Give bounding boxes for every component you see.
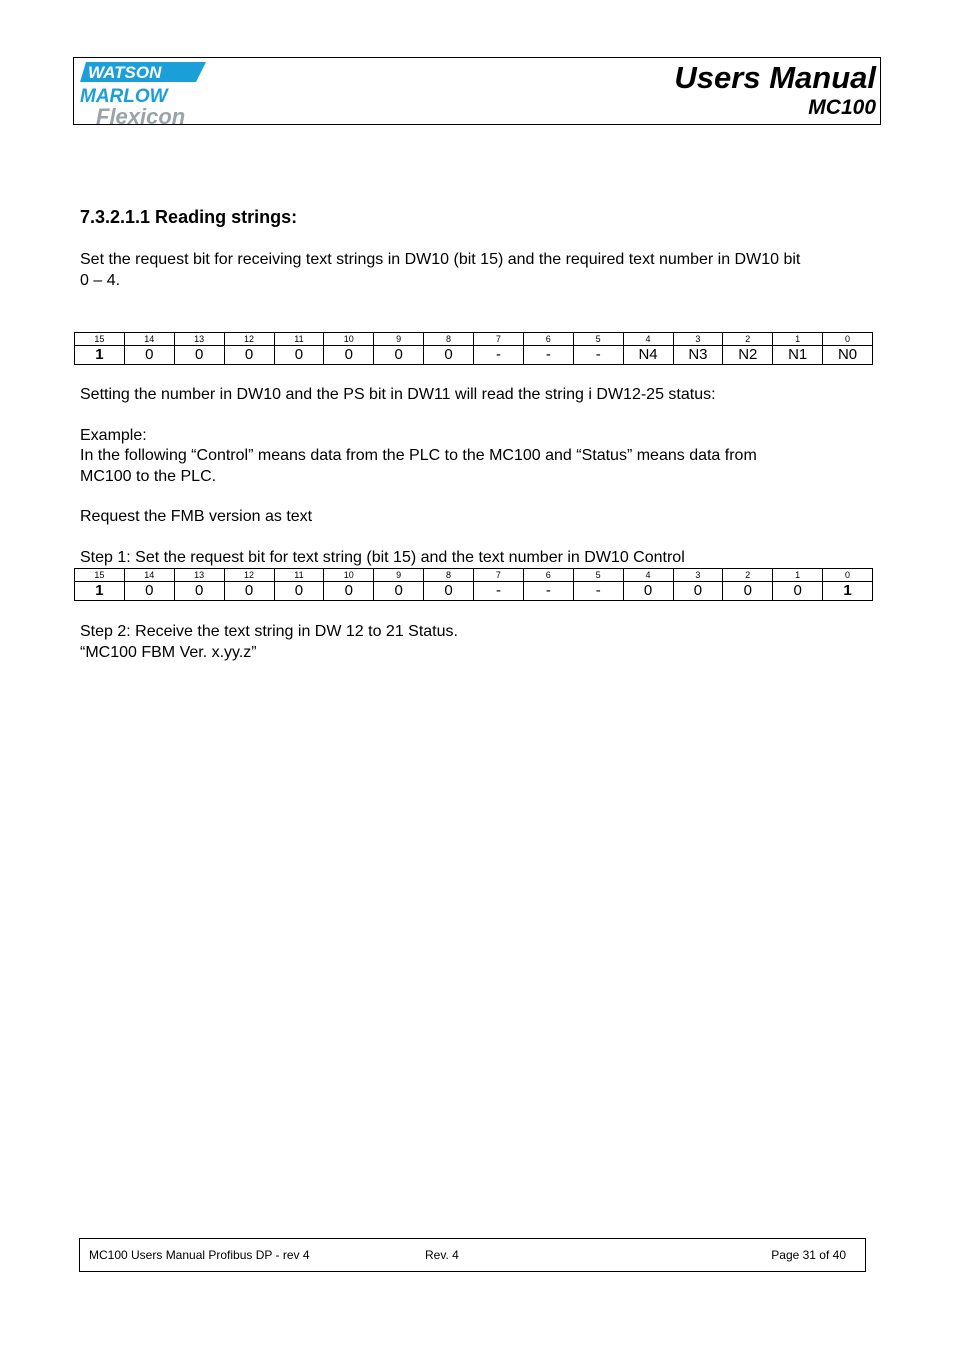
watson-marlow-flexicon-logo	[78, 60, 208, 126]
bit-cell: 14	[124, 569, 174, 582]
value-cell: N4	[623, 346, 673, 365]
value-cell: -	[573, 346, 623, 365]
page-title: Users Manual	[674, 60, 876, 95]
example-line-1: In the following “Control” means data from the PLC to the MC100 and “Status” means data from	[80, 447, 757, 464]
bit-cell: 11	[274, 569, 324, 582]
value-cell: N0	[823, 346, 873, 365]
bit-cell: 2	[723, 333, 773, 346]
bit-table-1	[74, 332, 873, 365]
bit-cell: 10	[324, 569, 374, 582]
page-subtitle: MC100	[808, 96, 876, 119]
bit-cell: 3	[673, 333, 723, 346]
bit-cell: 6	[523, 569, 573, 582]
page-footer	[79, 1238, 866, 1272]
intro-line-1: Set the request bit for receiving text strings in DW10 (bit 15) and the required text number in DW10 bit	[80, 251, 801, 268]
bit-cell: 8	[424, 333, 474, 346]
bit-cell: 7	[474, 333, 524, 346]
bit-cell: 15	[75, 569, 125, 582]
value-cell: 0	[124, 582, 174, 601]
value-cell: -	[523, 582, 573, 601]
value-cell: -	[523, 346, 573, 365]
value-cell: 0	[224, 582, 274, 601]
bit-cell: 13	[174, 333, 224, 346]
section-heading: 7.3.2.1.1 Reading strings:	[80, 207, 298, 227]
page-header	[73, 57, 881, 125]
svg-text:Flexicon: Flexicon	[96, 104, 186, 126]
value-cell: 0	[324, 582, 374, 601]
intro-line-2: 0 – 4.	[80, 272, 121, 289]
bit-cell: 0	[823, 333, 873, 346]
footer-document-name: MC100 Users Manual Profibus DP - rev 4	[89, 1248, 310, 1262]
value-cell: 0	[673, 582, 723, 601]
bit-cell: 5	[573, 569, 623, 582]
value-cell: 0	[374, 582, 424, 601]
bit-cell: 12	[224, 569, 274, 582]
step-2-result: “MC100 FBM Ver. x.yy.z”	[80, 644, 257, 661]
bit-cell: 10	[324, 333, 374, 346]
value-cell: 1	[75, 582, 125, 601]
bit-number-row	[75, 569, 873, 582]
bit-cell: 1	[773, 333, 823, 346]
value-cell: -	[474, 346, 524, 365]
bit-cell: 14	[124, 333, 174, 346]
bit-cell: 7	[474, 569, 524, 582]
bit-cell: 6	[523, 333, 573, 346]
value-cell: N2	[723, 346, 773, 365]
value-cell: 0	[224, 346, 274, 365]
value-cell: N1	[773, 346, 823, 365]
bit-cell: 4	[623, 333, 673, 346]
value-cell: N3	[673, 346, 723, 365]
value-cell: 0	[773, 582, 823, 601]
bit-cell: 8	[424, 569, 474, 582]
value-cell: 0	[174, 582, 224, 601]
value-cell: 0	[324, 346, 374, 365]
value-cell: 0	[424, 582, 474, 601]
value-cell: 0	[374, 346, 424, 365]
bit-cell: 5	[573, 333, 623, 346]
value-cell: 0	[623, 582, 673, 601]
bit-cell: 4	[623, 569, 673, 582]
bit-value-row	[75, 346, 873, 365]
value-cell: 0	[424, 346, 474, 365]
bit-cell: 12	[224, 333, 274, 346]
step-2-text: Step 2: Receive the text string in DW 12 to 21 Status.	[80, 623, 458, 640]
value-cell: 0	[124, 346, 174, 365]
bit-number-row	[75, 333, 873, 346]
bit-cell: 9	[374, 569, 424, 582]
bit-cell: 15	[75, 333, 125, 346]
value-cell: -	[573, 582, 623, 601]
svg-text:WATSON: WATSON	[88, 63, 162, 82]
svg-text:MARLOW: MARLOW	[80, 86, 168, 107]
value-cell: -	[474, 582, 524, 601]
value-cell: 0	[723, 582, 773, 601]
bit-cell: 11	[274, 333, 324, 346]
bit-cell: 2	[723, 569, 773, 582]
step-1-text: Step 1: Set the request bit for text string (bit 15) and the text number in DW10 Control	[80, 549, 685, 566]
bit-cell: 13	[174, 569, 224, 582]
bit-cell: 9	[374, 333, 424, 346]
bit-cell: 3	[673, 569, 723, 582]
value-cell: 0	[274, 346, 324, 365]
value-cell: 0	[174, 346, 224, 365]
footer-revision: Rev. 4	[425, 1248, 459, 1262]
footer-page-number: Page 31 of 40	[771, 1248, 846, 1262]
bit-cell: 0	[823, 569, 873, 582]
value-cell: 0	[274, 582, 324, 601]
example-line-2: MC100 to the PLC.	[80, 468, 217, 485]
bit-cell: 1	[773, 569, 823, 582]
setting-text: Setting the number in DW10 and the PS bit in DW11 will read the string i DW12-25 status:	[80, 386, 716, 403]
example-label: Example:	[80, 427, 147, 444]
value-cell: 1	[823, 582, 873, 601]
bit-value-row	[75, 582, 873, 601]
bit-table-2	[74, 568, 873, 601]
value-cell: 1	[75, 346, 125, 365]
request-text: Request the FMB version as text	[80, 508, 313, 525]
